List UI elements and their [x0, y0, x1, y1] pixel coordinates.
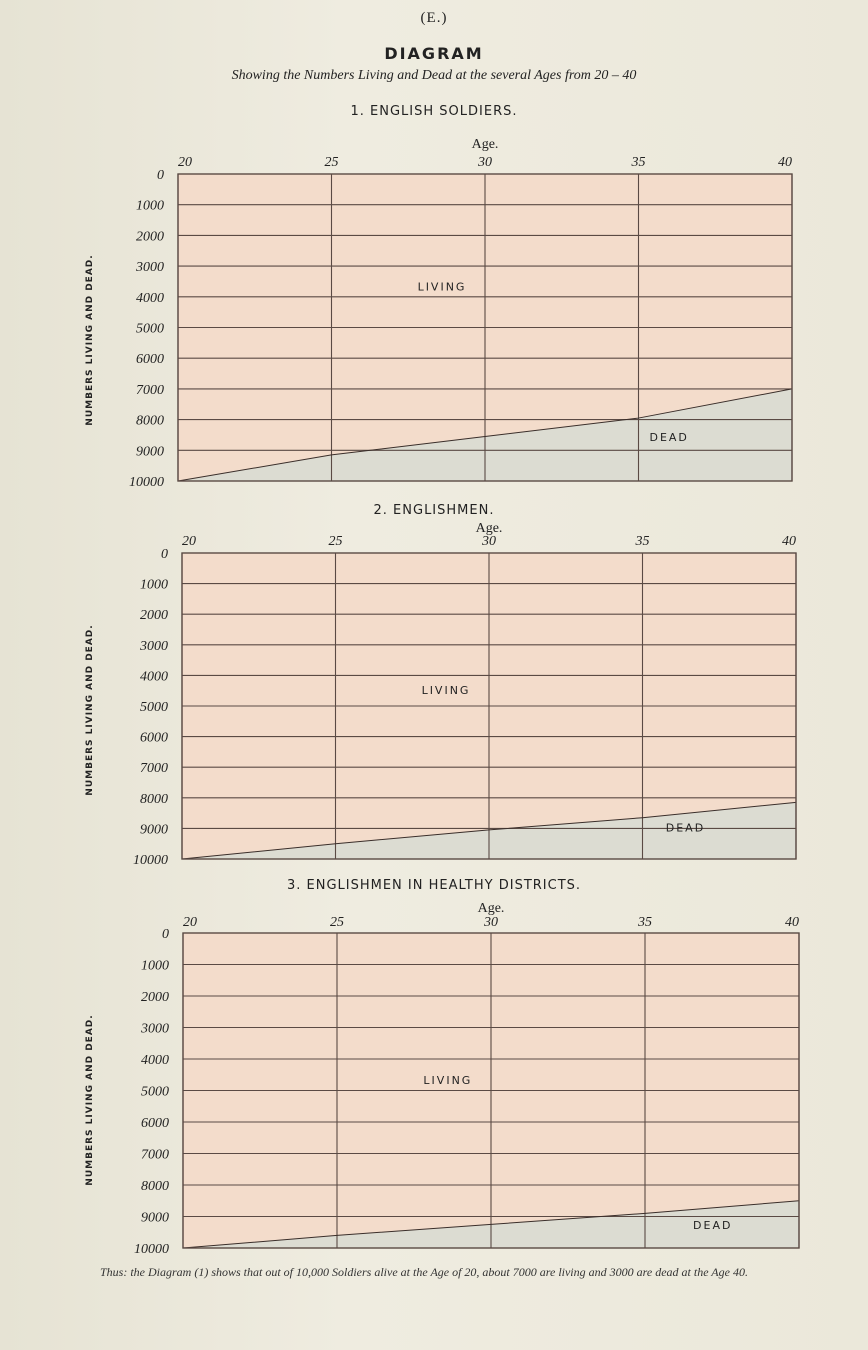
y-tick-label: 8000 [136, 413, 164, 429]
y-tick-label: 9000 [141, 1210, 169, 1226]
y-tick-label: 5000 [141, 1084, 169, 1100]
y-tick-label: 5000 [136, 321, 164, 337]
y-tick-label: 3000 [136, 260, 164, 276]
y-tick-label: 1000 [140, 577, 168, 593]
y-tick-label: 7000 [136, 382, 164, 398]
y-tick-label: 0 [161, 547, 168, 562]
y-tick-label: 2000 [136, 229, 164, 245]
plate-label: (E.) [420, 10, 448, 26]
y-tick-label: 2000 [140, 608, 168, 624]
y-axis-title: NUMBERS LIVING AND DEAD. [85, 624, 95, 796]
y-tick-label: 7000 [141, 1147, 169, 1163]
footnote: Thus: the Diagram (1) shows that out of 10,000 Soldiers alive at the Age of 20, about 7000 are living and 3000 are dead at the Age 40. [100, 1265, 748, 1279]
x-axis-title: Age. [475, 521, 503, 536]
y-tick-label: 4000 [136, 290, 164, 306]
y-tick-label: 6000 [141, 1116, 169, 1131]
y-tick-label: 9000 [140, 822, 168, 838]
y-tick-label: 3000 [141, 1021, 169, 1037]
chart-3-title: 3. ENGLISHMEN IN HEALTHY DISTRICTS. [286, 878, 582, 893]
dead-label: DEAD [693, 1219, 733, 1233]
diagram-title: DIAGRAM [384, 44, 484, 63]
y-tick-label: 8000 [140, 791, 168, 807]
x-tick-label: 40 [785, 915, 799, 930]
x-tick-label: 35 [635, 534, 650, 549]
y-tick-label: 0 [157, 168, 164, 183]
x-tick-label: 20 [183, 915, 197, 930]
x-axis-title: Age. [477, 901, 505, 916]
y-tick-label: 7000 [140, 761, 168, 777]
x-tick-label: 35 [638, 915, 652, 930]
dead-label: DEAD [665, 821, 706, 835]
living-label: LIVING [423, 1074, 473, 1088]
y-tick-label: 0 [162, 927, 169, 942]
x-tick-label: 40 [782, 534, 796, 549]
y-tick-label: 4000 [140, 669, 168, 685]
chart-2-title: 2. ENGLISHMEN. [373, 503, 495, 518]
y-tick-label: 3000 [140, 638, 168, 654]
y-tick-label: 10000 [129, 475, 164, 490]
x-tick-label: 40 [778, 155, 792, 170]
x-tick-label: 25 [330, 915, 344, 930]
y-tick-label: 1000 [141, 958, 169, 974]
x-tick-label: 35 [631, 155, 646, 170]
y-tick-label: 1000 [136, 198, 164, 214]
diagram-subtitle: Showing the Numbers Living and Dead at the several Ages from 20 – 40 [231, 68, 637, 83]
x-axis-title: Age. [471, 137, 499, 152]
living-label: LIVING [417, 280, 467, 294]
x-tick-label: 30 [478, 155, 492, 170]
y-tick-label: 2000 [141, 990, 169, 1005]
y-tick-label: 8000 [141, 1179, 169, 1194]
dead-label: DEAD [649, 431, 689, 445]
living-label: LIVING [421, 683, 471, 697]
y-tick-label: 10000 [133, 853, 168, 868]
y-tick-label: 5000 [140, 700, 168, 715]
y-axis-title: NUMBERS LIVING AND DEAD. [85, 1014, 95, 1186]
chart-1-title: 1. ENGLISH SOLDIERS. [350, 104, 518, 119]
y-tick-label: 6000 [140, 730, 168, 746]
y-tick-label: 6000 [136, 352, 164, 368]
y-axis-title: NUMBERS LIVING AND DEAD. [85, 254, 95, 426]
x-tick-label: 30 [484, 915, 498, 930]
x-tick-label: 25 [324, 155, 339, 170]
y-tick-label: 4000 [141, 1053, 169, 1068]
x-tick-label: 20 [182, 534, 196, 549]
x-tick-label: 25 [328, 534, 343, 549]
y-tick-label: 9000 [136, 444, 164, 460]
y-tick-label: 10000 [134, 1242, 169, 1257]
x-tick-label: 20 [178, 155, 192, 170]
x-tick-label: 30 [482, 534, 496, 549]
